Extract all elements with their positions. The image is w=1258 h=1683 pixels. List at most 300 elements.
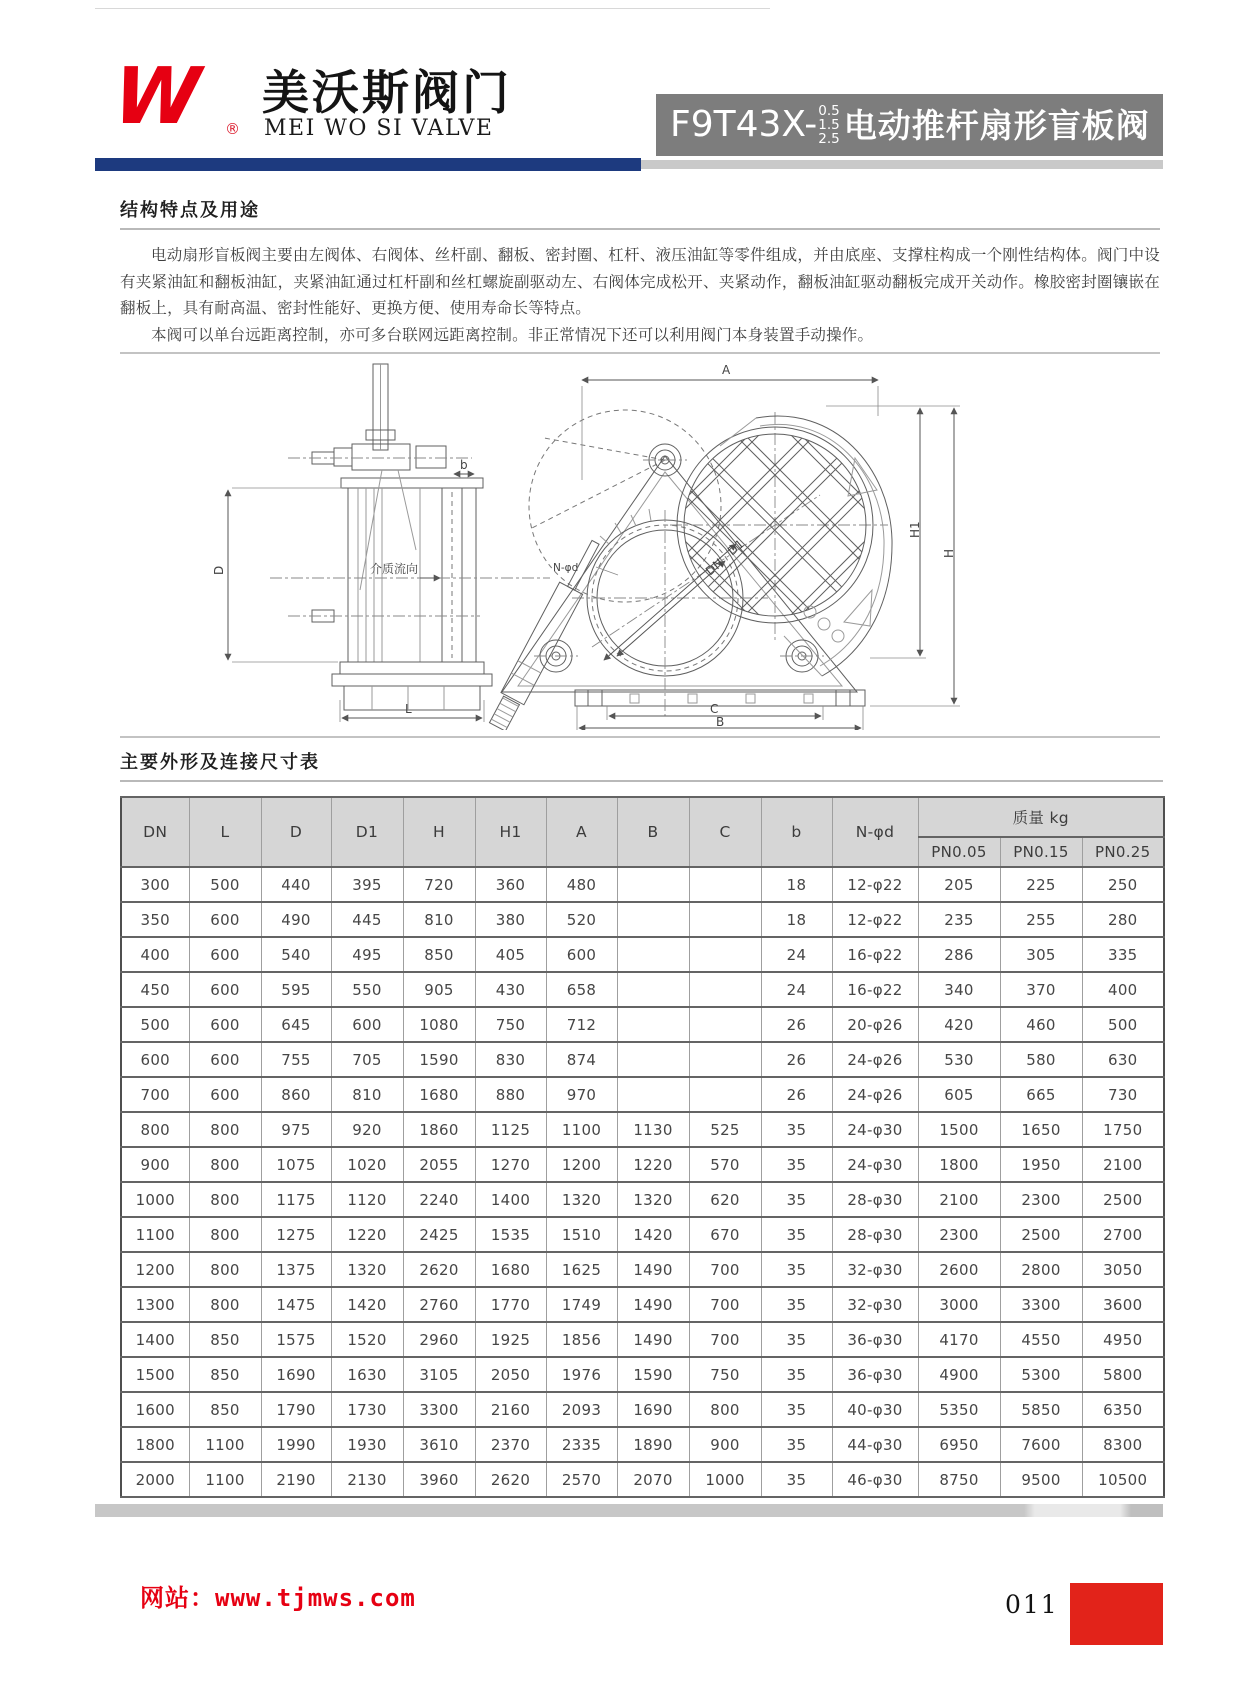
table-cell: 5350	[918, 1392, 1000, 1427]
table-cell	[689, 902, 761, 937]
corner-bolt	[780, 640, 824, 672]
col-header-b: b	[761, 797, 832, 867]
dim-label-B: B	[716, 715, 725, 729]
table-row-dn-1200	[121, 1252, 1164, 1287]
table-cell: 1856	[546, 1322, 617, 1357]
col-header-PN0.25: PN0.25	[1082, 837, 1164, 867]
col-header-D: D	[261, 797, 331, 867]
table-cell: 1860	[403, 1112, 475, 1147]
table-cell: 1500	[121, 1357, 189, 1392]
table-cell: 975	[261, 1112, 331, 1147]
table-row-dn-600	[121, 1042, 1164, 1077]
table-cell: 800	[121, 1112, 189, 1147]
table-cell: 4170	[918, 1322, 1000, 1357]
table-cell: 1590	[403, 1042, 475, 1077]
table-cell: 1420	[617, 1217, 689, 1252]
col-header-B: B	[617, 797, 689, 867]
table-cell: 600	[546, 937, 617, 972]
table-row-dn-300	[121, 867, 1164, 902]
hydraulic-cylinder	[486, 536, 607, 730]
table-cell: 44-φ30	[832, 1427, 918, 1462]
table-cell: 1100	[189, 1462, 261, 1497]
col-header-L: L	[189, 797, 261, 867]
table-cell: 286	[918, 937, 1000, 972]
table-cell: 1990	[261, 1427, 331, 1462]
table-cell: 26	[761, 1007, 832, 1042]
table-cell: 500	[1082, 1007, 1164, 1042]
table-cell: 2800	[1000, 1252, 1082, 1287]
table-cell: 1680	[403, 1077, 475, 1112]
table-cell: 7600	[1000, 1427, 1082, 1462]
table-cell: 370	[1000, 972, 1082, 1007]
divider-rule	[120, 352, 1160, 354]
table-row-dn-1400	[121, 1322, 1164, 1357]
footer-divider-bar	[95, 1504, 1163, 1517]
table-cell: 250	[1082, 867, 1164, 902]
table-cell: 1490	[617, 1252, 689, 1287]
table-cell: 630	[1082, 1042, 1164, 1077]
valve-drawing	[120, 360, 1160, 730]
table-cell: 1890	[617, 1427, 689, 1462]
table-cell: 860	[261, 1077, 331, 1112]
table-cell: 800	[189, 1182, 261, 1217]
table-cell: 850	[403, 937, 475, 972]
table-cell: 400	[1082, 972, 1164, 1007]
dim-label-H: H	[942, 548, 956, 558]
col-header-A: A	[546, 797, 617, 867]
table-cell: 1420	[331, 1287, 403, 1322]
table-cell: 1200	[121, 1252, 189, 1287]
table-cell: 10500	[1082, 1462, 1164, 1497]
table-cell: 1020	[331, 1147, 403, 1182]
pressure-ratings	[818, 104, 839, 146]
company-name-en: MEI WO SI VALVE	[264, 116, 494, 141]
header-gray-bar	[641, 160, 1163, 169]
table-cell: 540	[261, 937, 331, 972]
website-url: www.tjmws.com	[215, 1584, 416, 1612]
table-cell: 700	[689, 1252, 761, 1287]
table-cell: 595	[261, 972, 331, 1007]
table-cell: 16-φ22	[832, 972, 918, 1007]
table-cell: 4900	[918, 1357, 1000, 1392]
table-cell: 2600	[918, 1252, 1000, 1287]
table-cell: 24	[761, 972, 832, 1007]
table-cell: 605	[918, 1077, 1000, 1112]
table-cell: 450	[121, 972, 189, 1007]
table-cell: 1800	[918, 1147, 1000, 1182]
pressure-rating: 2.5	[818, 131, 840, 147]
dim-label-DN: DN	[702, 555, 726, 579]
table-cell: 1220	[617, 1147, 689, 1182]
table-cell: 1690	[261, 1357, 331, 1392]
table-cell: 720	[403, 867, 475, 902]
table-cell: 2500	[1000, 1217, 1082, 1252]
table-cell	[689, 867, 761, 902]
table-cell: 3600	[1082, 1287, 1164, 1322]
table-cell: 36-φ30	[832, 1357, 918, 1392]
table-cell: 1130	[617, 1112, 689, 1147]
table-cell: 40-φ30	[832, 1392, 918, 1427]
table-cell: 750	[475, 1007, 546, 1042]
table-cell: 445	[331, 902, 403, 937]
table-cell: 1600	[121, 1392, 189, 1427]
table-cell: 1275	[261, 1217, 331, 1252]
table-cell: 280	[1082, 902, 1164, 937]
table-cell: 460	[1000, 1007, 1082, 1042]
table-cell: 235	[918, 902, 1000, 937]
technical-drawings	[120, 360, 1160, 730]
side-view-drawing	[212, 364, 550, 722]
table-cell: 1080	[403, 1007, 475, 1042]
section-title-dimensions: 主要外形及连接尺寸表	[120, 752, 320, 773]
table-cell: 600	[189, 1042, 261, 1077]
table-cell: 12-φ22	[832, 902, 918, 937]
table-cell: 3000	[918, 1287, 1000, 1322]
table-cell: 1490	[617, 1322, 689, 1357]
table-cell: 800	[189, 1287, 261, 1322]
table-cell: 225	[1000, 867, 1082, 902]
table-cell: 1730	[331, 1392, 403, 1427]
table-cell: 405	[475, 937, 546, 972]
table-row-dn-450	[121, 972, 1164, 1007]
table-cell: 2620	[403, 1252, 475, 1287]
table-cell: 600	[189, 972, 261, 1007]
table-cell: 5300	[1000, 1357, 1082, 1392]
table-cell	[689, 1077, 761, 1112]
table-cell: 700	[689, 1322, 761, 1357]
table-cell: 1000	[689, 1462, 761, 1497]
table-cell: 810	[331, 1077, 403, 1112]
table-row-dn-350	[121, 902, 1164, 937]
table-cell: 1320	[546, 1182, 617, 1217]
website-link[interactable]	[140, 1578, 416, 1613]
table-cell: 500	[121, 1007, 189, 1042]
table-cell	[617, 937, 689, 972]
table-cell: 1100	[121, 1217, 189, 1252]
table-cell: 2960	[403, 1322, 475, 1357]
front-view-drawing	[486, 363, 960, 730]
table-cell: 1800	[121, 1427, 189, 1462]
table-cell: 530	[918, 1042, 1000, 1077]
website-label: 网站：	[140, 1584, 215, 1612]
table-cell: 1950	[1000, 1147, 1082, 1182]
pressure-rating: 0.5	[818, 103, 840, 119]
table-cell: 18	[761, 867, 832, 902]
table-cell: 850	[189, 1392, 261, 1427]
table-cell: 1630	[331, 1357, 403, 1392]
col-header-N-d: N-φd	[832, 797, 918, 867]
table-cell: 35	[761, 1287, 832, 1322]
table-cell: 658	[546, 972, 617, 1007]
table-cell: 1750	[1082, 1112, 1164, 1147]
table-cell	[617, 972, 689, 1007]
table-cell: 900	[689, 1427, 761, 1462]
flow-direction-label: 介质流向	[370, 562, 419, 576]
table-cell: 1925	[475, 1322, 546, 1357]
table-cell: 810	[403, 902, 475, 937]
table-cell: 600	[189, 902, 261, 937]
table-cell: 1300	[121, 1287, 189, 1322]
table-cell: 3610	[403, 1427, 475, 1462]
company-name-cn: 美沃斯阀门	[262, 66, 512, 121]
table-cell: 500	[189, 867, 261, 902]
table-cell: 305	[1000, 937, 1082, 972]
table-cell: 1690	[617, 1392, 689, 1427]
table-cell: 1320	[331, 1252, 403, 1287]
table-row-dn-1600	[121, 1392, 1164, 1427]
table-cell	[689, 1007, 761, 1042]
table-cell: 920	[331, 1112, 403, 1147]
table-cell: 340	[918, 972, 1000, 1007]
table-cell: 1510	[546, 1217, 617, 1252]
table-cell: 700	[689, 1287, 761, 1322]
table-cell: 255	[1000, 902, 1082, 937]
table-cell: 2760	[403, 1287, 475, 1322]
table-cell: 35	[761, 1357, 832, 1392]
table-cell: 1500	[918, 1112, 1000, 1147]
table-cell: 35	[761, 1322, 832, 1357]
table-row-dn-1100	[121, 1217, 1164, 1252]
table-cell: 35	[761, 1427, 832, 1462]
table-cell: 1400	[121, 1322, 189, 1357]
table-cell: 1125	[475, 1112, 546, 1147]
table-cell: 1575	[261, 1322, 331, 1357]
col-header-PN0.15: PN0.15	[1000, 837, 1082, 867]
table-cell: 3105	[403, 1357, 475, 1392]
table-cell: 350	[121, 902, 189, 937]
table-cell: 3300	[403, 1392, 475, 1427]
table-cell: 2100	[918, 1182, 1000, 1217]
table-cell: 380	[475, 902, 546, 937]
table-cell: 600	[189, 937, 261, 972]
table-cell: 520	[546, 902, 617, 937]
table-cell	[617, 1007, 689, 1042]
table-cell: 335	[1082, 937, 1164, 972]
table-cell: 395	[331, 867, 403, 902]
table-cell: 874	[546, 1042, 617, 1077]
table-cell: 2620	[475, 1462, 546, 1497]
table-cell: 1000	[121, 1182, 189, 1217]
col-header-H1: H1	[475, 797, 546, 867]
section-rule	[120, 228, 1160, 230]
table-cell: 2100	[1082, 1147, 1164, 1182]
table-cell: 600	[189, 1007, 261, 1042]
table-cell: 600	[189, 1077, 261, 1112]
table-cell	[689, 972, 761, 1007]
registered-trademark: ®	[225, 120, 240, 138]
table-cell: 830	[475, 1042, 546, 1077]
table-cell	[617, 902, 689, 937]
table-cell: 730	[1082, 1077, 1164, 1112]
table-cell: 905	[403, 972, 475, 1007]
table-cell: 24-φ30	[832, 1147, 918, 1182]
table-row-dn-800	[121, 1112, 1164, 1147]
table-cell: 3050	[1082, 1252, 1164, 1287]
table-cell: 8300	[1082, 1427, 1164, 1462]
table-cell: 2300	[1000, 1182, 1082, 1217]
table-cell: 2130	[331, 1462, 403, 1497]
col-header-weight-group: 质量 kg	[918, 797, 1164, 837]
dim-label-A: A	[722, 363, 731, 377]
dim-label-b: b	[460, 458, 468, 472]
dim-label-C: C	[710, 702, 719, 716]
table-row-dn-1300	[121, 1287, 1164, 1322]
table-row-dn-1000	[121, 1182, 1164, 1217]
table-cell: 2190	[261, 1462, 331, 1497]
table-cell: 9500	[1000, 1462, 1082, 1497]
table-cell: 35	[761, 1112, 832, 1147]
table-cell: 24-φ26	[832, 1077, 918, 1112]
table-cell: 665	[1000, 1077, 1082, 1112]
table-cell	[689, 937, 761, 972]
table-cell: 1100	[189, 1427, 261, 1462]
table-cell: 35	[761, 1392, 832, 1427]
features-paragraph-1: 电动扇形盲板阀主要由左阀体、右阀体、丝杆副、翻板、密封圈、杠杆、液压油缸等零件组成，并由底座、支撑柱构成一个刚性结构体。阀门中设有夹紧油缸和翻板油缸，夹紧油缸通过杠杆副和丝杠螺旋副驱动左、右阀体完成松开、夹紧动作，翻板油缸驱动翻板完成开关动作。橡胶密封圈镶嵌在翻板上，具有耐高温、密封性能好、更换方便、使用寿命长等特点。	[120, 246, 1160, 317]
table-cell: 712	[546, 1007, 617, 1042]
table-cell: 850	[189, 1322, 261, 1357]
dimensions-section	[120, 748, 1163, 1498]
table-cell: 850	[189, 1357, 261, 1392]
features-paragraph-2: 本阀可以单台远距离控制，亦可多台联网远距离控制。非正常情况下还可以利用阀门本身装置手动操作。	[151, 325, 874, 344]
table-cell: 1175	[261, 1182, 331, 1217]
table-cell: 1120	[331, 1182, 403, 1217]
table-cell: 26	[761, 1077, 832, 1112]
table-cell: 2570	[546, 1462, 617, 1497]
table-row-dn-2000	[121, 1462, 1164, 1497]
table-cell: 24-φ26	[832, 1042, 918, 1077]
table-cell: 880	[475, 1077, 546, 1112]
page-corner-mark	[1070, 1583, 1163, 1645]
section-title-features: 结构特点及用途	[120, 200, 260, 221]
table-cell: 620	[689, 1182, 761, 1217]
table-cell: 1590	[617, 1357, 689, 1392]
table-cell: 600	[121, 1042, 189, 1077]
table-cell: 2300	[918, 1217, 1000, 1252]
table-cell: 6950	[918, 1427, 1000, 1462]
table-cell: 4550	[1000, 1322, 1082, 1357]
table-cell: 26	[761, 1042, 832, 1077]
table-row-dn-700	[121, 1077, 1164, 1112]
table-cell: 3960	[403, 1462, 475, 1497]
table-cell	[689, 1042, 761, 1077]
table-cell: 570	[689, 1147, 761, 1182]
table-cell: 1625	[546, 1252, 617, 1287]
table-cell: 550	[331, 972, 403, 1007]
col-header-DN: DN	[121, 797, 189, 867]
table-cell: 1930	[331, 1427, 403, 1462]
table-cell: 1790	[261, 1392, 331, 1427]
table-cell: 1220	[331, 1217, 403, 1252]
col-header-H: H	[403, 797, 475, 867]
bolt-pattern-label: N-φd	[553, 562, 579, 574]
table-cell: 1475	[261, 1287, 331, 1322]
table-cell: 2500	[1082, 1182, 1164, 1217]
dim-label-D: D	[212, 565, 226, 575]
table-cell: 645	[261, 1007, 331, 1042]
table-cell: 420	[918, 1007, 1000, 1042]
table-cell: 2425	[403, 1217, 475, 1252]
features-section	[120, 196, 1160, 348]
table-cell: 1100	[546, 1112, 617, 1147]
table-cell: 800	[689, 1392, 761, 1427]
table-cell: 2700	[1082, 1217, 1164, 1252]
table-cell: 1200	[546, 1147, 617, 1182]
model-code: F9T43X-	[670, 104, 818, 145]
table-cell: 900	[121, 1147, 189, 1182]
table-cell: 670	[689, 1217, 761, 1252]
table-cell: 16-φ22	[832, 937, 918, 972]
table-cell: 2240	[403, 1182, 475, 1217]
table-cell	[617, 1077, 689, 1112]
scan-edge-line	[95, 8, 770, 9]
table-cell: 800	[189, 1147, 261, 1182]
pressure-rating: 1.5	[818, 117, 840, 133]
dimensions-table	[120, 796, 1165, 1498]
table-cell: 1749	[546, 1287, 617, 1322]
table-cell: 32-φ30	[832, 1252, 918, 1287]
table-cell: 28-φ30	[832, 1217, 918, 1252]
table-cell: 2160	[475, 1392, 546, 1427]
dim-label-L: L	[405, 702, 412, 716]
table-cell: 1680	[475, 1252, 546, 1287]
table-cell: 580	[1000, 1042, 1082, 1077]
table-cell: 24	[761, 937, 832, 972]
table-cell: 490	[261, 902, 331, 937]
dim-label-D1: D1	[724, 536, 747, 559]
table-cell: 6350	[1082, 1392, 1164, 1427]
table-cell: 35	[761, 1182, 832, 1217]
header-navy-bar	[95, 158, 641, 171]
table-cell: 12-φ22	[832, 867, 918, 902]
table-cell: 1976	[546, 1357, 617, 1392]
table-cell: 2335	[546, 1427, 617, 1462]
col-header-D1: D1	[331, 797, 403, 867]
table-row-dn-900	[121, 1147, 1164, 1182]
table-cell: 1375	[261, 1252, 331, 1287]
table-cell: 2050	[475, 1357, 546, 1392]
table-cell: 1650	[1000, 1112, 1082, 1147]
table-cell: 480	[546, 867, 617, 902]
table-cell	[617, 867, 689, 902]
table-cell	[617, 1042, 689, 1077]
table-cell: 495	[331, 937, 403, 972]
page-number: 011	[1005, 1590, 1059, 1619]
table-cell: 3300	[1000, 1287, 1082, 1322]
divider-rule	[120, 736, 1160, 738]
table-cell: 2000	[121, 1462, 189, 1497]
table-cell: 970	[546, 1077, 617, 1112]
table-cell: 750	[689, 1357, 761, 1392]
table-cell: 2055	[403, 1147, 475, 1182]
table-cell: 705	[331, 1042, 403, 1077]
table-cell: 5850	[1000, 1392, 1082, 1427]
table-cell: 600	[331, 1007, 403, 1042]
table-cell: 1490	[617, 1287, 689, 1322]
table-cell: 46-φ30	[832, 1462, 918, 1497]
table-cell: 20-φ26	[832, 1007, 918, 1042]
table-cell: 1075	[261, 1147, 331, 1182]
table-cell: 2370	[475, 1427, 546, 1462]
table-cell: 300	[121, 867, 189, 902]
table-cell: 205	[918, 867, 1000, 902]
pivot-bolt	[643, 444, 687, 476]
table-row-dn-500	[121, 1007, 1164, 1042]
table-cell: 430	[475, 972, 546, 1007]
table-cell: 32-φ30	[832, 1287, 918, 1322]
table-row-dn-1800	[121, 1427, 1164, 1462]
table-cell: 4950	[1082, 1322, 1164, 1357]
table-cell: 525	[689, 1112, 761, 1147]
